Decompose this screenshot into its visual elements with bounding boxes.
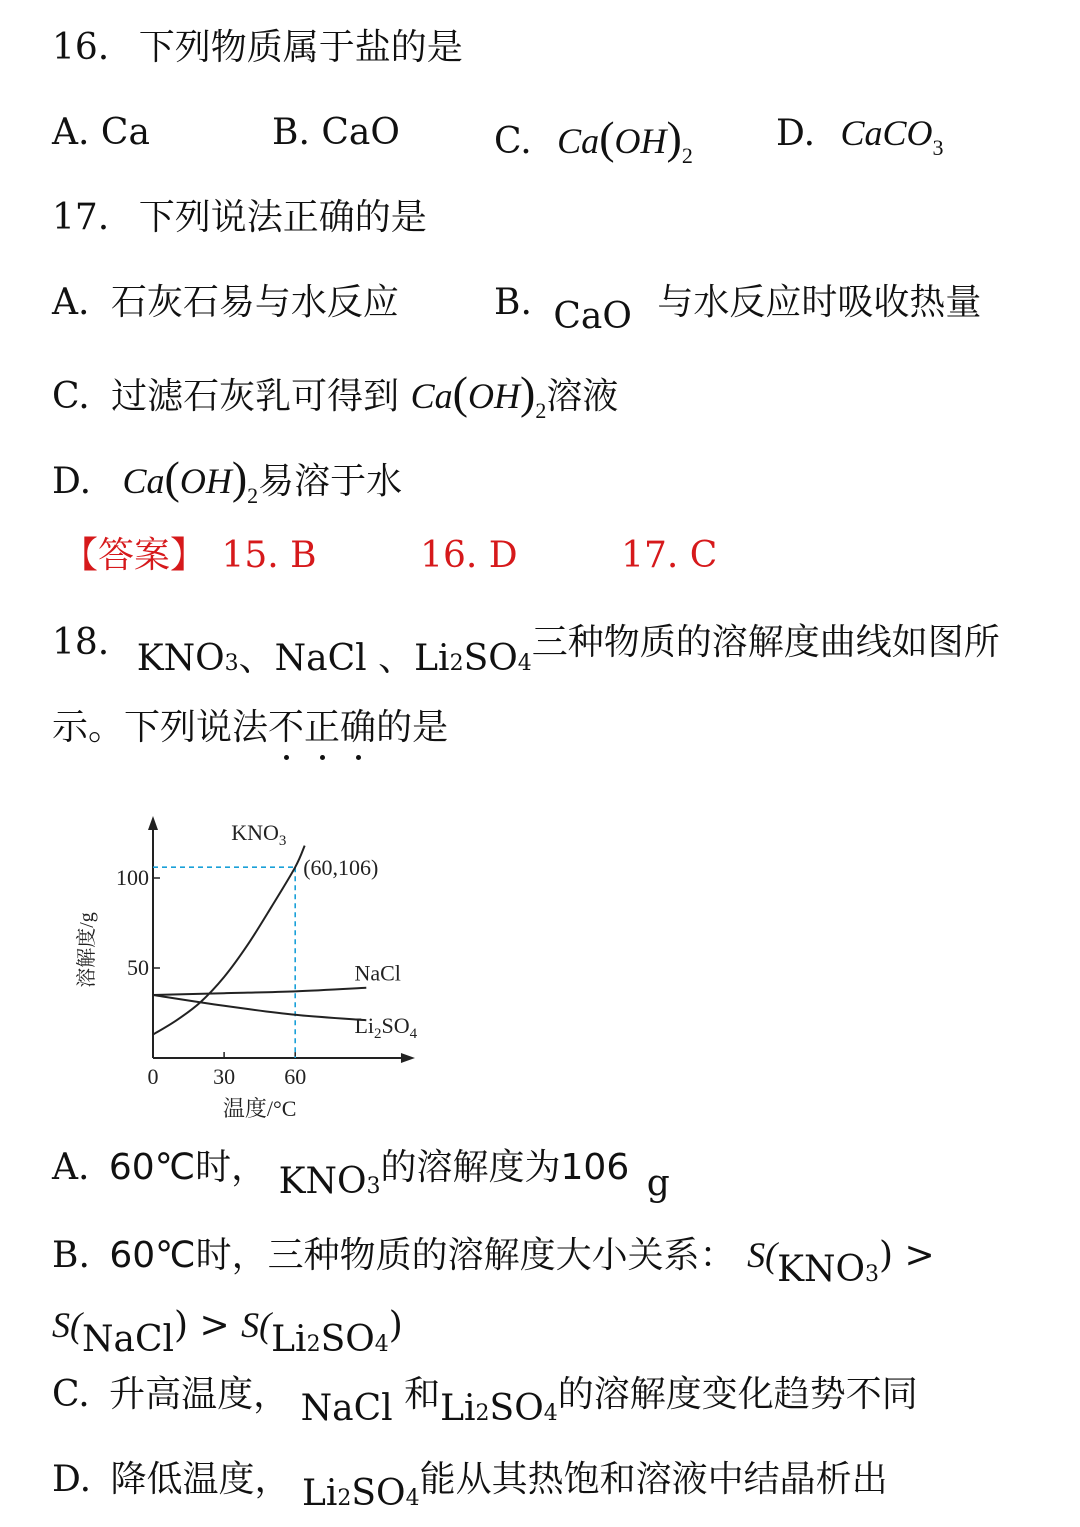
q17-stem: 下列说法正确的是 bbox=[138, 197, 427, 238]
symbol-s: S( bbox=[241, 1305, 272, 1345]
q16-number: 16. bbox=[52, 27, 110, 68]
answer-item: 15. B bbox=[221, 535, 317, 576]
formula-kno3: KNO3 bbox=[777, 1249, 879, 1290]
option-letter: C. bbox=[494, 121, 532, 162]
option-text-after: 易溶于水 bbox=[258, 461, 403, 502]
option-letter: C. bbox=[52, 1374, 90, 1415]
formula-nacl: NaCl bbox=[82, 1319, 175, 1360]
answer-item: 16. D bbox=[420, 535, 518, 576]
option-letter: D. bbox=[52, 1459, 92, 1500]
option-text-after: 溶液 bbox=[546, 376, 619, 417]
y-tick-label: 100 bbox=[116, 865, 149, 890]
q17-number: 17. bbox=[52, 197, 110, 238]
x-axis-label: 温度/°C bbox=[222, 1096, 297, 1121]
formula-caco3: CaCO$_3$ bbox=[840, 113, 944, 160]
option-letter: C. bbox=[52, 376, 90, 417]
x-axis-arrow bbox=[401, 1053, 415, 1063]
option-letter: D. bbox=[52, 461, 92, 502]
series-li2so4-line bbox=[153, 995, 366, 1020]
q18-option-a[interactable] bbox=[52, 1147, 670, 1204]
series-label-nacl: NaCl bbox=[354, 960, 401, 986]
option-text: 能从其热饱和溶液中结晶析出 bbox=[419, 1459, 888, 1500]
q17-option-c[interactable] bbox=[52, 367, 619, 423]
option-text: 和 bbox=[392, 1374, 441, 1415]
q18-line1 bbox=[52, 622, 1000, 679]
option-letter: D. bbox=[776, 113, 816, 154]
formula-li2so4: Li2SO4 bbox=[271, 1319, 389, 1360]
symbol-s: S( bbox=[52, 1305, 82, 1345]
x-tick-label: 0 bbox=[147, 1064, 159, 1089]
answer-item: 17. C bbox=[621, 535, 718, 576]
y-tick-label: 50 bbox=[127, 955, 149, 980]
option-text: 过滤石灰乳可得到 bbox=[111, 376, 400, 417]
emphasis-char: 确 bbox=[340, 707, 377, 748]
option-text: 60℃时， bbox=[108, 1147, 268, 1188]
emphasis-char: 不 bbox=[268, 707, 305, 748]
option-letter: A. bbox=[52, 1147, 90, 1188]
formula-caoh2: $Ca(OH)_2$ bbox=[122, 452, 259, 508]
q18-number: 18. bbox=[52, 622, 110, 663]
q18-option-d[interactable] bbox=[52, 1459, 888, 1514]
option-text: 与水反应时吸收热量 bbox=[657, 282, 982, 323]
option-text: CaO bbox=[321, 112, 400, 153]
option-text: 降低温度， bbox=[110, 1459, 291, 1500]
formula-li2so4: Li2SO4 bbox=[440, 1388, 558, 1429]
formula-kno3: KNO3 bbox=[278, 1161, 381, 1202]
chart-labels bbox=[75, 820, 418, 1121]
q17-option-d[interactable] bbox=[52, 452, 403, 508]
q16-option-b[interactable] bbox=[272, 112, 400, 153]
chart-guides bbox=[153, 867, 295, 1058]
option-text: Ca bbox=[100, 112, 150, 153]
q18-line2 bbox=[52, 707, 449, 748]
option-letter: A. bbox=[52, 282, 90, 323]
emphasis-char: 正 bbox=[304, 707, 341, 748]
q18-option-b-cont bbox=[52, 1305, 403, 1360]
q17-option-b[interactable] bbox=[494, 282, 982, 337]
option-text: 的溶解度变化趋势不同 bbox=[557, 1374, 918, 1415]
x-tick-label: 30 bbox=[213, 1064, 236, 1089]
formula-cao: CaO bbox=[553, 296, 632, 337]
q16-option-a[interactable] bbox=[52, 112, 150, 153]
x-tick-label: 60 bbox=[284, 1064, 307, 1089]
q17-row-ab bbox=[0, 282, 1080, 337]
option-letter: B. bbox=[272, 112, 310, 153]
q18-formulas: KNO3、NaCl 、Li2SO4 bbox=[136, 638, 532, 679]
option-letter: B. bbox=[52, 1235, 90, 1276]
formula-nacl: NaCl bbox=[300, 1388, 393, 1429]
option-letter: A. bbox=[52, 112, 90, 153]
q18-option-b[interactable] bbox=[52, 1235, 935, 1290]
symbol-s: S( bbox=[747, 1235, 778, 1275]
q18-option-c[interactable] bbox=[52, 1374, 918, 1429]
option-text: 石灰石易与水反应 bbox=[110, 282, 399, 323]
annotation-label: (60,106) bbox=[303, 855, 379, 881]
q17-option-a[interactable] bbox=[52, 282, 399, 323]
q16-line bbox=[52, 27, 463, 68]
option-text: 升高温度， bbox=[109, 1374, 290, 1415]
option-letter: B. bbox=[494, 282, 532, 323]
q18-stem-tail: 三种物质的溶解度曲线如图所 bbox=[531, 622, 1000, 663]
q16-option-d[interactable] bbox=[776, 115, 944, 159]
series-label-li2so4: $Li_2SO_4$ bbox=[354, 1012, 418, 1042]
q17-line bbox=[52, 197, 427, 238]
y-axis-arrow bbox=[148, 816, 158, 830]
answer-label: 【答案】 bbox=[62, 535, 207, 576]
relation: ) > bbox=[174, 1305, 242, 1346]
y-axis-label: 溶解度/g bbox=[76, 912, 98, 988]
solubility-chart bbox=[60, 790, 440, 1130]
answer-line bbox=[62, 535, 718, 576]
q18-stem-b: 的是 bbox=[376, 707, 449, 748]
option-text: 的溶解度为106 bbox=[380, 1147, 630, 1188]
formula-caoh2: $Ca(OH)_2$ bbox=[557, 112, 693, 168]
relation: ) > bbox=[878, 1235, 935, 1276]
relation: ) bbox=[388, 1305, 403, 1346]
unit: g bbox=[646, 1163, 670, 1204]
q16-stem: 下列物质属于盐的是 bbox=[138, 27, 463, 68]
option-text: 60℃时，三种物质的溶解度大小关系： bbox=[109, 1235, 736, 1276]
q18-stem-a: 示。下列说法 bbox=[52, 707, 269, 748]
q16-option-c[interactable] bbox=[494, 112, 693, 168]
formula-li2so4: Li2SO4 bbox=[301, 1473, 420, 1514]
formula-caoh2: $Ca(OH)_2$ bbox=[410, 367, 547, 423]
series-label-kno3: $KNO_3$ bbox=[231, 820, 287, 850]
series-nacl-line bbox=[153, 988, 366, 995]
q16-options bbox=[0, 112, 1080, 168]
